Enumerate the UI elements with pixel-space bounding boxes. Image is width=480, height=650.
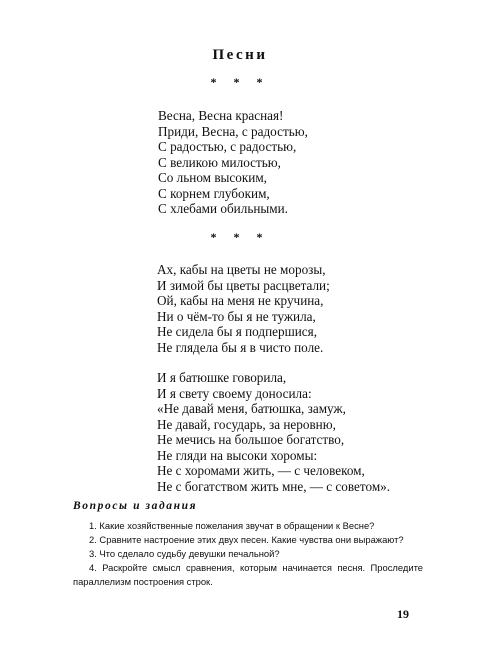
questions-list [73, 519, 423, 589]
poem-1-separator: * * * [210, 75, 270, 89]
question-item: 3. Что сделало судьбу девушки печальной? [89, 548, 280, 559]
poem-line: «Не давай меня, батюшка, замуж, [157, 401, 346, 416]
poem-line: И я свету своему доносила: [157, 385, 312, 401]
poem-line: С корнем глубоким, [158, 185, 270, 201]
question-item: 4. Раскройте смысл сравнения, которым начинается песня. Проследите параллелизм построения строк. [73, 562, 423, 587]
poem-2-stanza-1 [157, 262, 330, 355]
poem-line: Не с хоромами жить, — с человеком, [157, 463, 365, 478]
poem-line: Не с богатством жить мне, — с советом». [157, 478, 391, 494]
poem-1-lines [158, 108, 308, 217]
poem-line: Не сидела бы я подпершися, [157, 324, 318, 339]
questions-heading: Вопросы и задания [73, 500, 198, 512]
poem-line: Ой, кабы на меня не кручина, [157, 293, 324, 308]
question-item: 2. Сравните настроение этих двух песен. Какие чувства они выражают? [89, 534, 404, 545]
poem-line: С хлебами обильными. [158, 201, 288, 216]
poem-line: Со льном высоким, [158, 170, 267, 185]
poem-line: Не гляди на высоки хоромы: [157, 447, 318, 463]
poem-line: И зимой бы цветы расцветали; [157, 277, 330, 293]
poem-line: Ах, кабы на цветы не морозы, [157, 262, 326, 277]
poem-line: Ни о чём-то бы я не тужила, [157, 308, 316, 324]
poem-line: Весна, Весна красная! [158, 108, 284, 123]
poem-line: С радостью, с радостью, [158, 139, 297, 154]
poem-line: Не мечись на большое богатство, [157, 432, 345, 447]
page-title: Песни [212, 47, 268, 63]
poem-2-stanza-2 [157, 370, 390, 494]
poem-line: Приди, Весна, с радостью, [158, 123, 308, 139]
poem-line: Не давай, государь, за неровню, [157, 416, 336, 432]
poem-line: С великою милостью, [158, 154, 281, 170]
question-item: 1. Какие хозяйственные пожелания звучат в обращении к Весне? [89, 520, 375, 531]
page-number: 19 [397, 607, 409, 621]
poem-line: И я батюшке говорила, [157, 370, 287, 385]
poem-line: Не глядела бы я в чисто поле. [157, 339, 324, 355]
poem-2-separator: * * * [210, 230, 270, 244]
